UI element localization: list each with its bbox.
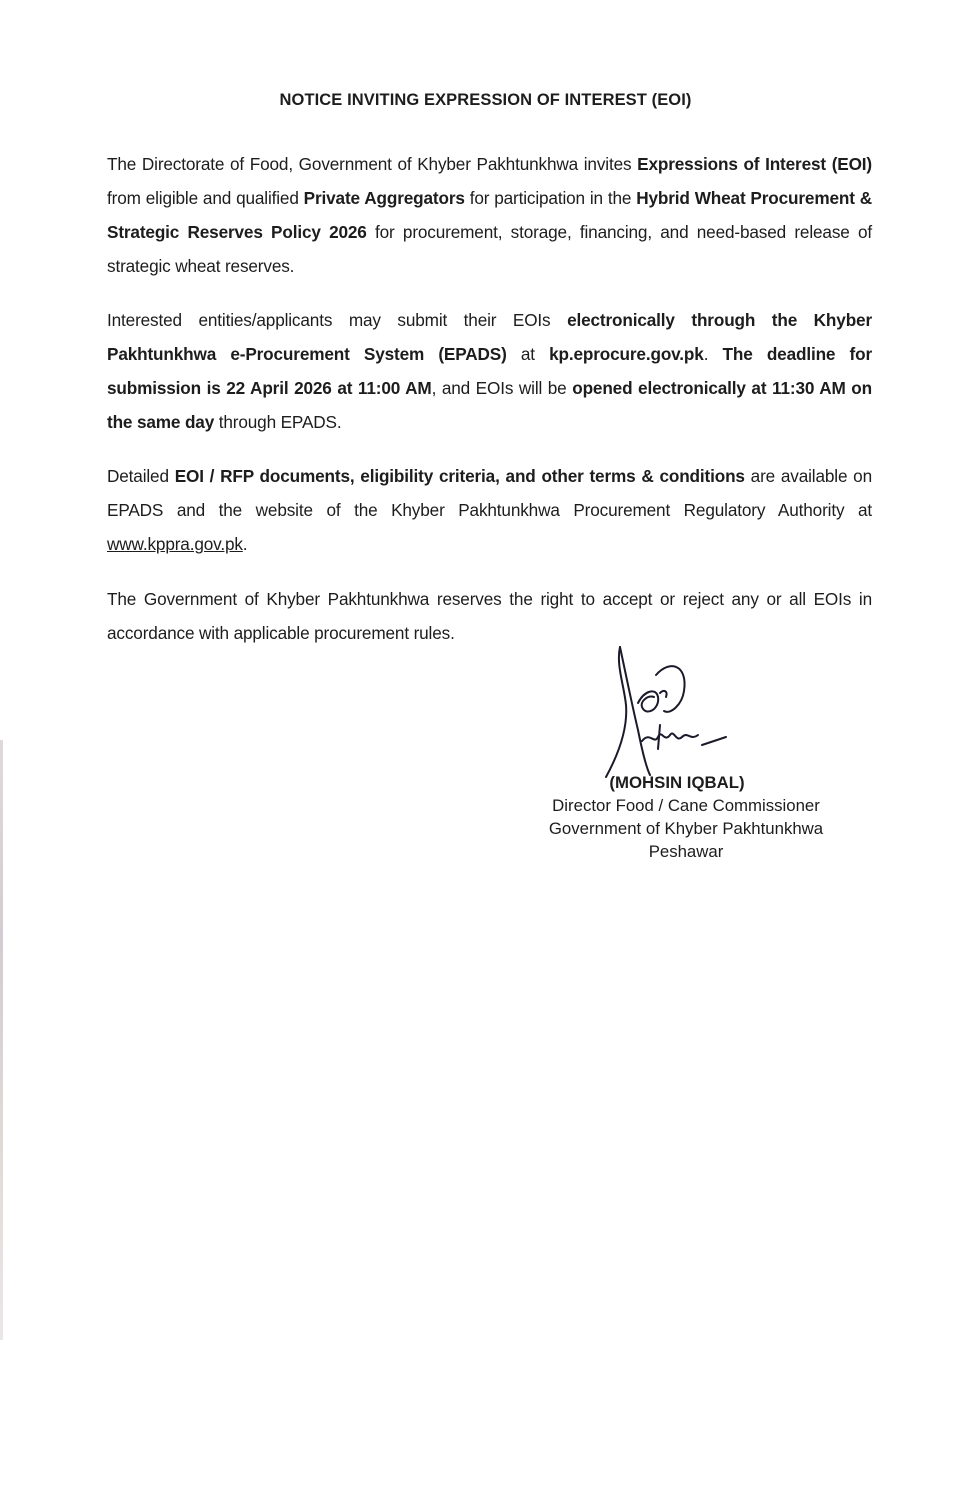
paragraph-submission xyxy=(107,303,872,439)
bold-text-run: Hybrid Wheat Procurement & Strategic Reserves Policy 2026 xyxy=(107,188,872,243)
text-run: for procurement, storage, financing, and need-based release of strategic wheat reserves. xyxy=(107,222,873,277)
text-run: , and EOIs will be xyxy=(431,378,573,399)
bold-text-run: The deadline for submission is 22 April 2026 at 11:00 AM xyxy=(107,344,872,399)
paragraph-rights-reserved xyxy=(107,582,872,650)
text-run: The Directorate of Food, Government of Khyber Pakhtunkhwa invites xyxy=(107,154,638,175)
text-run: through EPADS. xyxy=(214,412,342,433)
paragraph-documents xyxy=(107,459,872,561)
signatory-organization: Government of Khyber Pakhtunkhwa xyxy=(548,819,824,838)
bold-text-run: kp.eprocure.gov.pk xyxy=(549,344,704,365)
bold-text-run: opened electronically at 11:30 AM on the same day xyxy=(107,378,872,433)
bold-text-run: EOI / RFP documents, eligibility criteria, and other terms & conditions xyxy=(174,466,745,487)
signatory-name: (MOHSIN IQBAL) xyxy=(609,773,745,792)
text-run: Interested entities/applicants may submit their EOIs xyxy=(107,310,568,331)
text-run: are available on EPADS and the website of the Khyber Pakhtunkhwa Procurement Regulatory Authority at xyxy=(107,466,872,521)
text-run: Detailed xyxy=(107,466,175,487)
handwritten-signature xyxy=(598,645,733,785)
text-run: . xyxy=(242,534,248,555)
website-link[interactable]: www.kppra.gov.pk xyxy=(107,534,243,555)
paragraph-invitation xyxy=(107,147,872,283)
signature-block xyxy=(500,771,872,863)
text-run: The Government of Khyber Pakhtunkhwa reserves the right to accept or reject any or all EOIs in accordance with applicable procurement rules. xyxy=(107,589,872,644)
bold-text-run: electronically through the Khyber Pakhtunkhwa e-Procurement System (EPADS) xyxy=(107,310,872,365)
notice-title: NOTICE INVITING EXPRESSION OF INTEREST (EOI) xyxy=(279,90,692,109)
signatory-designation: Director Food / Cane Commissioner xyxy=(552,796,820,815)
text-run: from eligible and qualified xyxy=(107,188,304,209)
text-run: . xyxy=(703,344,723,365)
bold-text-run: Expressions of Interest (EOI) xyxy=(637,154,872,175)
text-run: for participation in the xyxy=(464,188,637,209)
text-run: at xyxy=(506,344,550,365)
signatory-city: Peshawar xyxy=(648,842,724,861)
bold-text-run: Private Aggregators xyxy=(303,188,465,209)
